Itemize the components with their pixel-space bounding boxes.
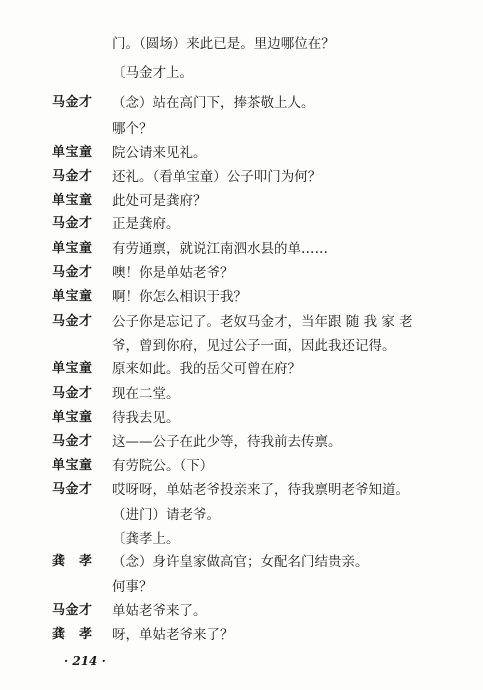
line-text: 呀，单姑老爷来了？ [112,627,234,643]
script-line [0,551,483,573]
line-text: 〔马金才上。 [112,65,193,81]
speaker-name: 龚 孝 [52,627,93,642]
line-text: 何事？ [112,579,153,595]
speaker-name: 单宝童 [52,289,93,304]
script-line [0,213,483,235]
line-text: 哎呀呀，单姑老爷投亲来了，待我禀明老爷知道。 [112,482,409,498]
script-line [0,190,483,212]
speaker-name: 马金才 [52,314,93,329]
line-text: 〔龚孝上。 [112,531,180,547]
script-line [0,383,483,405]
line-text: 还礼。（看单宝童）公子叩门为何？ [112,169,322,185]
speaker-name: 单宝童 [52,361,93,376]
line-text: （进门）请老爷。 [112,507,220,523]
speaker-name: 单宝童 [52,145,93,160]
stage-direction [0,528,483,550]
script-line [0,92,483,114]
speaker-name: 马金才 [52,169,93,184]
line-text: 现在二堂。 [112,386,180,402]
line-text: 爷，曾到你府，见过公子一面，因此我还记得。 [112,338,396,354]
speaker-name: 马金才 [52,434,93,449]
line-text: 噢！你是单姑老爷？ [112,265,234,281]
line-text: 有劳通禀，就说江南泗水县的单…… [112,241,328,257]
line-text: （念）身许皇家做高官；女配名门结贵亲。 [112,554,369,570]
script-line [0,576,483,598]
line-text: 正是龚府。 [112,216,180,232]
script-line [0,624,483,646]
script-line [0,166,483,188]
script-line [0,335,483,357]
script-line [0,286,483,308]
speaker-name: 马金才 [52,265,93,280]
speaker-name: 单宝童 [52,410,93,425]
line-text: 单姑老爷来了。 [112,603,207,619]
speaker-name: 马金才 [52,95,93,110]
script-line [0,142,483,164]
line-text: 院公请来见礼。 [112,145,207,161]
line-text: 啊！你怎么相识于我？ [112,289,247,305]
speaker-name: 马金才 [52,482,93,497]
speaker-name: 单宝童 [52,458,93,473]
line-text: 这——公子在此少等，待我前去传禀。 [112,434,342,450]
script-line [0,33,483,55]
script-line [0,118,483,140]
stage-direction [0,62,483,84]
speaker-name: 单宝童 [52,193,93,208]
speaker-name: 龚 孝 [52,554,93,569]
line-text: 待我去见。 [112,410,180,426]
script-line [0,358,483,380]
script-line [0,600,483,622]
speaker-name: 单宝童 [52,241,93,256]
line-text: （念）站在高门下，捧茶敬上人。 [112,95,315,111]
script-line [0,431,483,453]
script-line [0,238,483,260]
script-line [0,504,483,526]
line-text: 门。（圆场）来此已是。里边哪位在？ [112,36,335,52]
speaker-name: 马金才 [52,386,93,401]
script-line [0,479,483,501]
line-text: 原来如此。我的岳父可曾在府？ [112,361,301,377]
line-text: 公子你是忘记了。老奴马金才，当年跟 随 我 家 老 [112,314,413,330]
speaker-name: 马金才 [52,216,93,231]
script-line [0,311,483,333]
line-text: 此处可是龚府？ [112,193,207,209]
script-line [0,455,483,477]
script-line [0,407,483,429]
line-text: 有劳院公。（下） [112,458,214,474]
line-text: 哪个？ [112,121,153,137]
speaker-name: 马金才 [52,603,93,618]
script-line [0,262,483,284]
page-number: · 214 · [64,654,106,668]
